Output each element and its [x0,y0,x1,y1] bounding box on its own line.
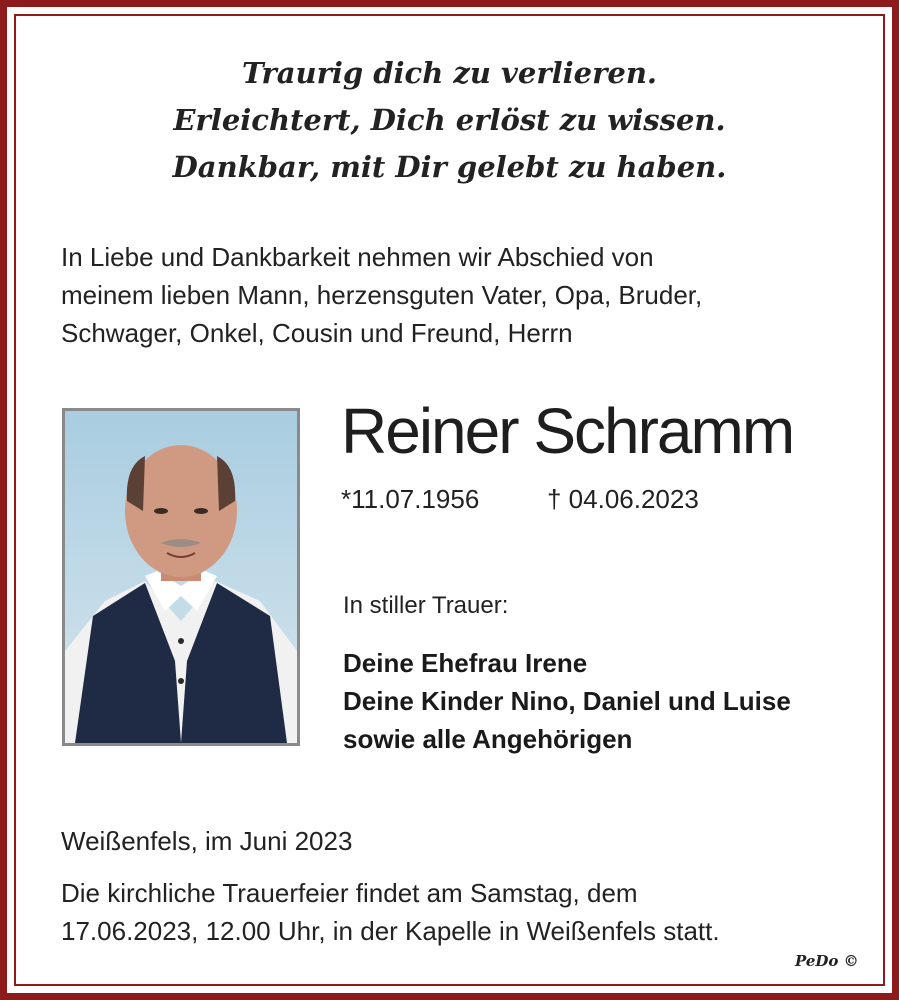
intro-text [61,238,851,352]
service-line: 17.06.2023, 12.00 Uhr, in der Kapelle in Weißenfels statt. [61,916,720,946]
place-date: Weißenfels, im Juni 2023 [61,826,353,856]
designer-signature: PeDo © [795,952,859,970]
verse-line: Dankbar, mit Dir gelebt zu haben. [172,150,727,184]
family-line: sowie alle Angehörigen [343,724,633,754]
death-date: † 04.06.2023 [547,484,699,514]
mourning-label: In stiller Trauer: [343,592,509,619]
life-dates [341,484,699,515]
memorial-verse [0,50,899,191]
portrait-illustration [65,411,297,743]
verse-line: Traurig dich zu verlieren. [241,56,658,90]
intro-line: Schwager, Onkel, Cousin und Freund, Herrn [61,318,573,348]
family-list [343,644,791,758]
family-line: Deine Ehefrau Irene [343,648,588,678]
deceased-name: Reiner Schramm [341,395,794,467]
portrait-photo [62,408,300,746]
service-line: Die kirchliche Trauerfeier findet am Samstag, dem [61,878,638,908]
funeral-service-info [61,874,720,950]
intro-line: meinem lieben Mann, herzensguten Vater, Opa, Bruder, [61,280,703,310]
birth-date: *11.07.1956 [341,484,480,514]
verse-line: Erleichtert, Dich erlöst zu wissen. [173,103,726,137]
intro-line: In Liebe und Dankbarkeit nehmen wir Abschied von [61,242,654,272]
family-line: Deine Kinder Nino, Daniel und Luise [343,686,791,716]
